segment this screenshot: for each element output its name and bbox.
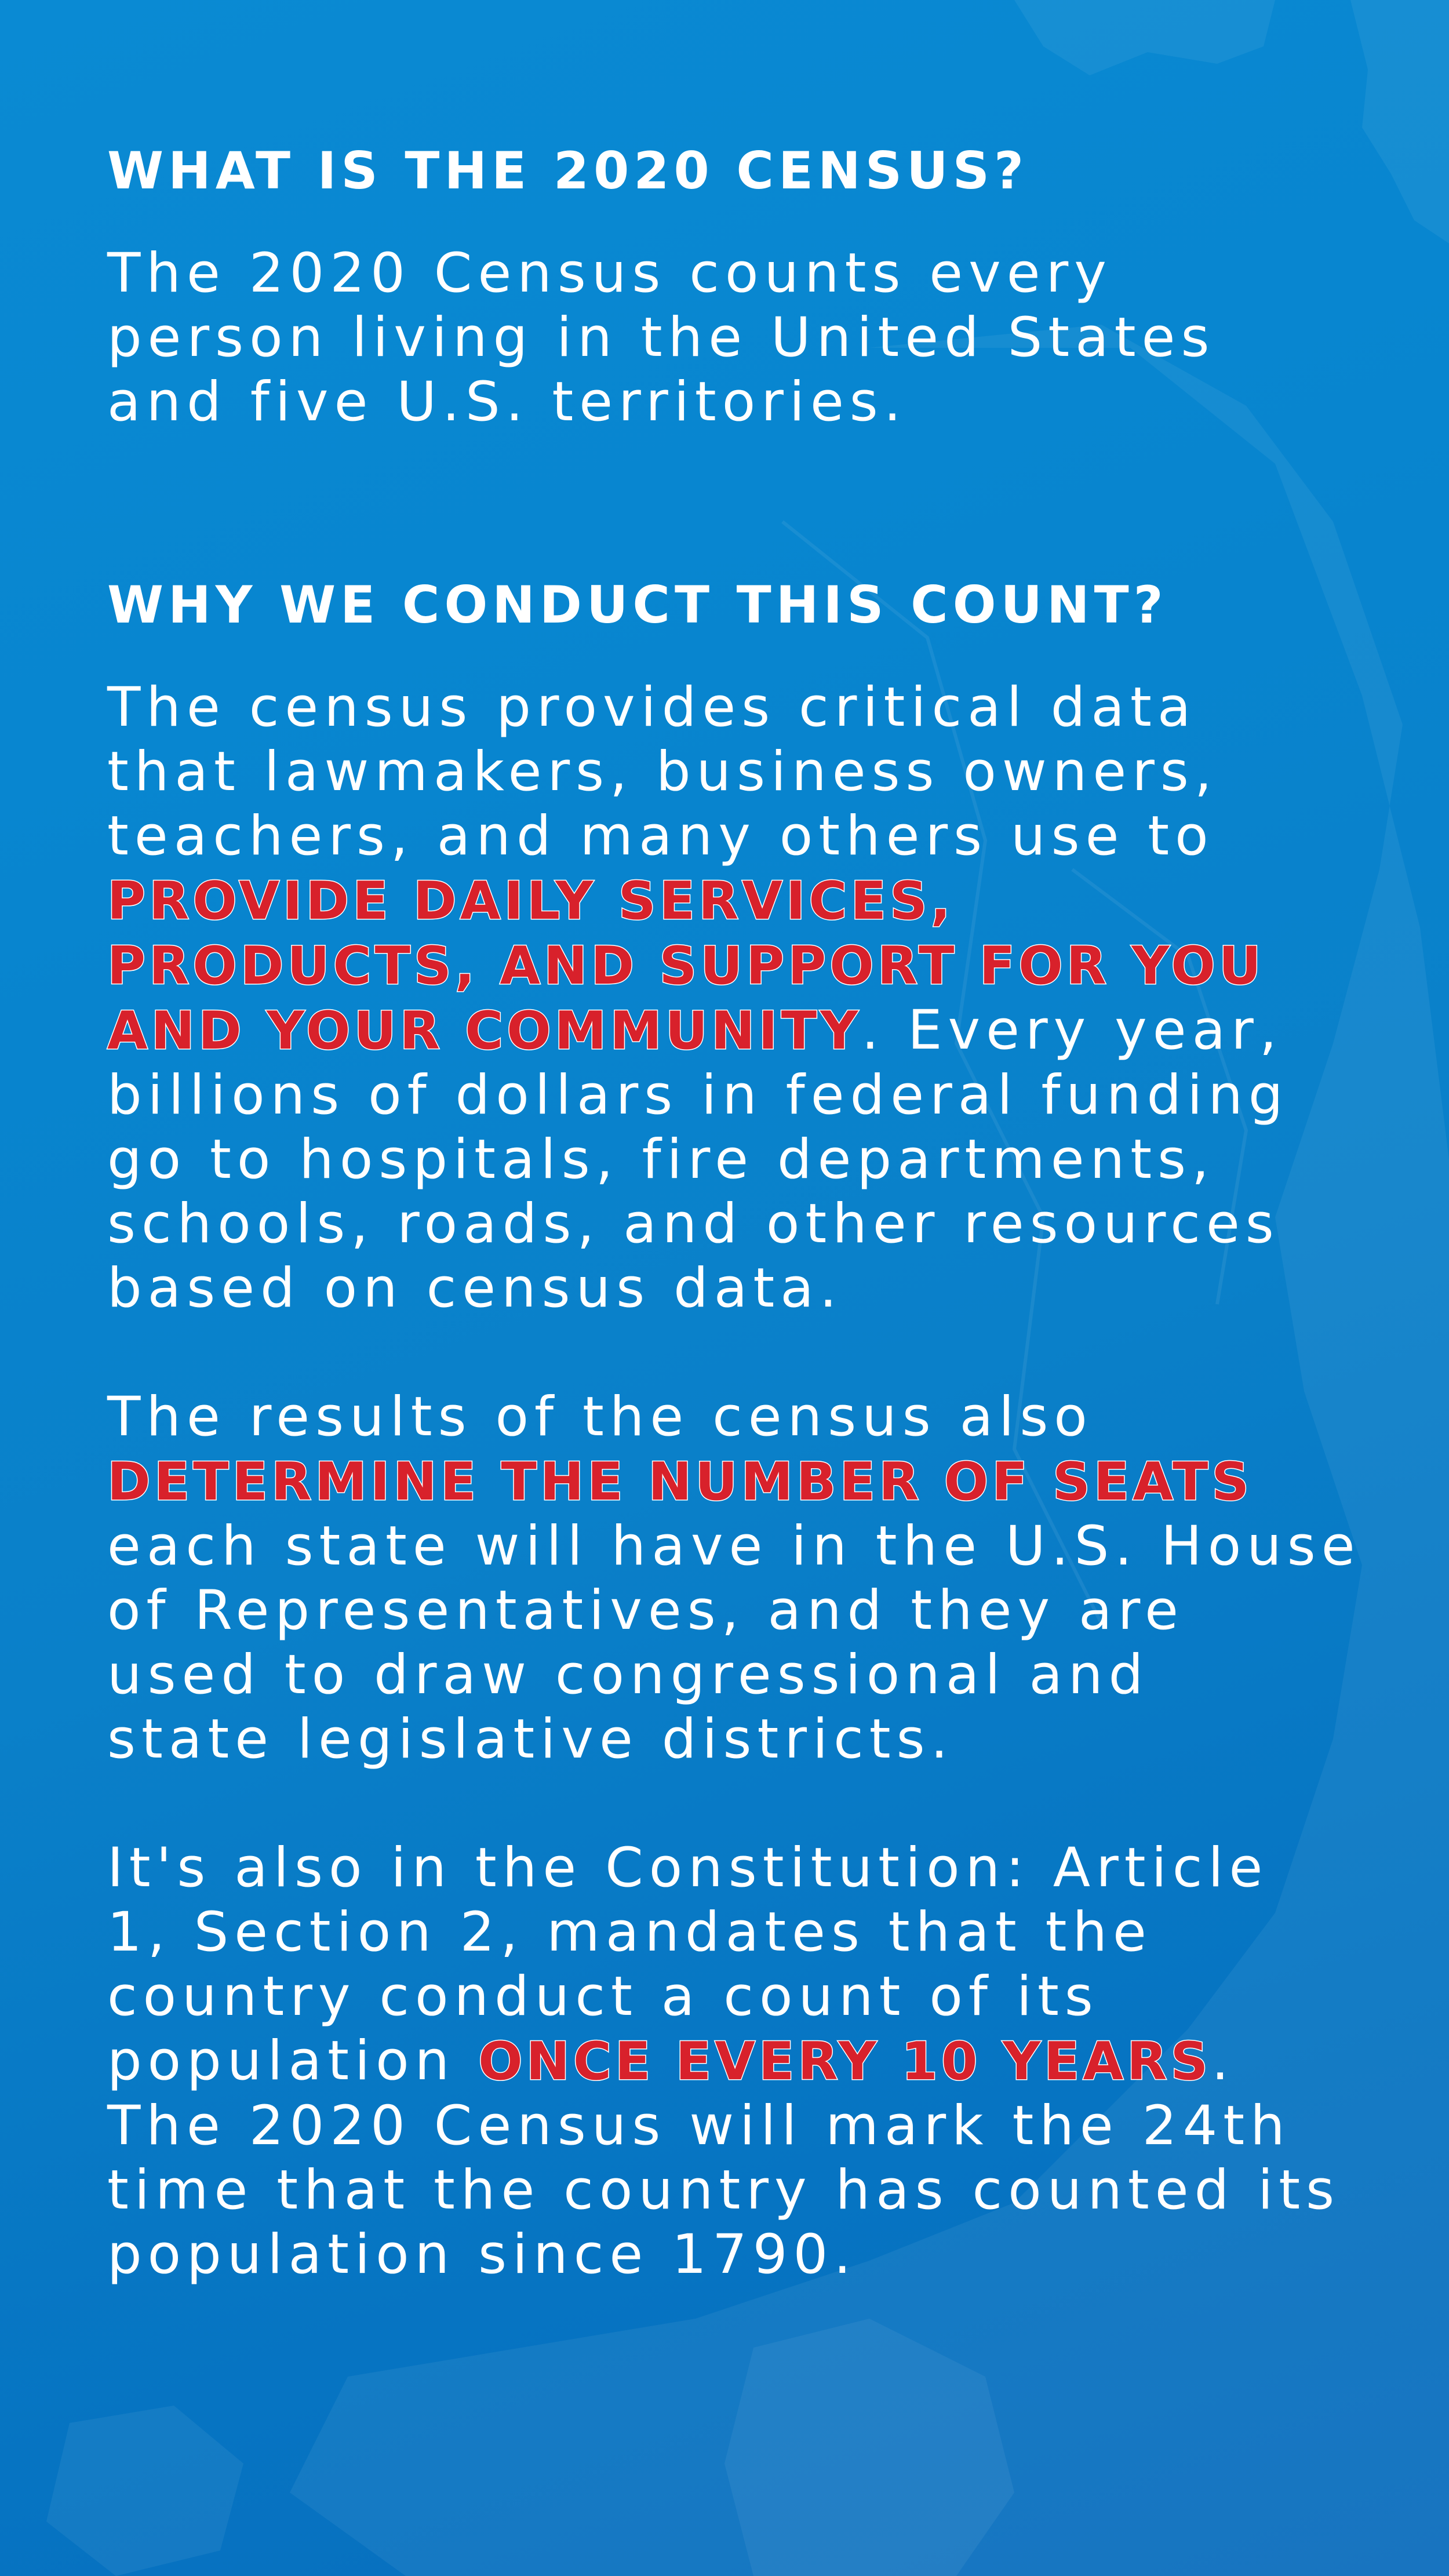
highlight-products-support: PRODUCTS, AND SUPPORT FOR YOU (107, 936, 1265, 996)
text-line: based on census data. (107, 1257, 843, 1320)
highlight-every-10-years: ONCE EVERY 10 YEARS (478, 2031, 1212, 2092)
content-column (107, 133, 1382, 2287)
text-line: person living in the United States (107, 306, 1215, 369)
text-line: time that the country has counted its (107, 2159, 1341, 2222)
text-fragment: population (107, 2029, 479, 2093)
highlight-number-of-seats: DETERMINE THE NUMBER OF SEATS (107, 1451, 1253, 1512)
section-heading-why-count: WHY WE CONDUCT THIS COUNT? (107, 575, 1168, 635)
census-definition-paragraph (107, 241, 1382, 434)
census-seats-paragraph (107, 1385, 1382, 1771)
text-line: population since 1790. (107, 2223, 857, 2286)
text-fragment: . (1211, 2029, 1235, 2093)
text-line: The 2020 Census will mark the 24th (107, 2094, 1291, 2157)
text-line: The 2020 Census counts every (107, 242, 1112, 305)
text-line: used to draw congressional and (107, 1643, 1149, 1707)
census-constitution-paragraph (107, 1836, 1382, 2287)
text-line: 1, Section 2, mandates that the (107, 1901, 1152, 1964)
text-line: country conduct a count of its (107, 1965, 1099, 2028)
text-fragment: . Every year, (861, 999, 1283, 1062)
text-line: billions of dollars in federal funding (107, 1064, 1289, 1127)
text-line: teachers, and many others use to (107, 805, 1214, 868)
highlight-daily-services: PROVIDE DAILY SERVICES, (107, 871, 954, 932)
text-line: schools, roads, and other resources (107, 1192, 1280, 1256)
text-line: each state will have in the U.S. House (107, 1515, 1361, 1578)
text-line: of Representatives, and they are (107, 1579, 1185, 1642)
census-purpose-paragraph (107, 675, 1382, 1320)
text-line: state legislative districts. (107, 1708, 954, 1771)
text-line: that lawmakers, business owners, (107, 740, 1218, 803)
text-line: go to hospitals, fire departments, (107, 1128, 1215, 1191)
text-line: It's also in the Constitution: Article (107, 1836, 1269, 1900)
highlight-your-community: AND YOUR COMMUNITY (107, 1000, 862, 1061)
text-line: and five U.S. territories. (107, 370, 907, 434)
text-line: The census provides critical data (107, 676, 1197, 739)
section-heading-what-is-census: WHAT IS THE 2020 CENSUS? (107, 141, 1028, 201)
text-line: The results of the census also (107, 1385, 1093, 1449)
